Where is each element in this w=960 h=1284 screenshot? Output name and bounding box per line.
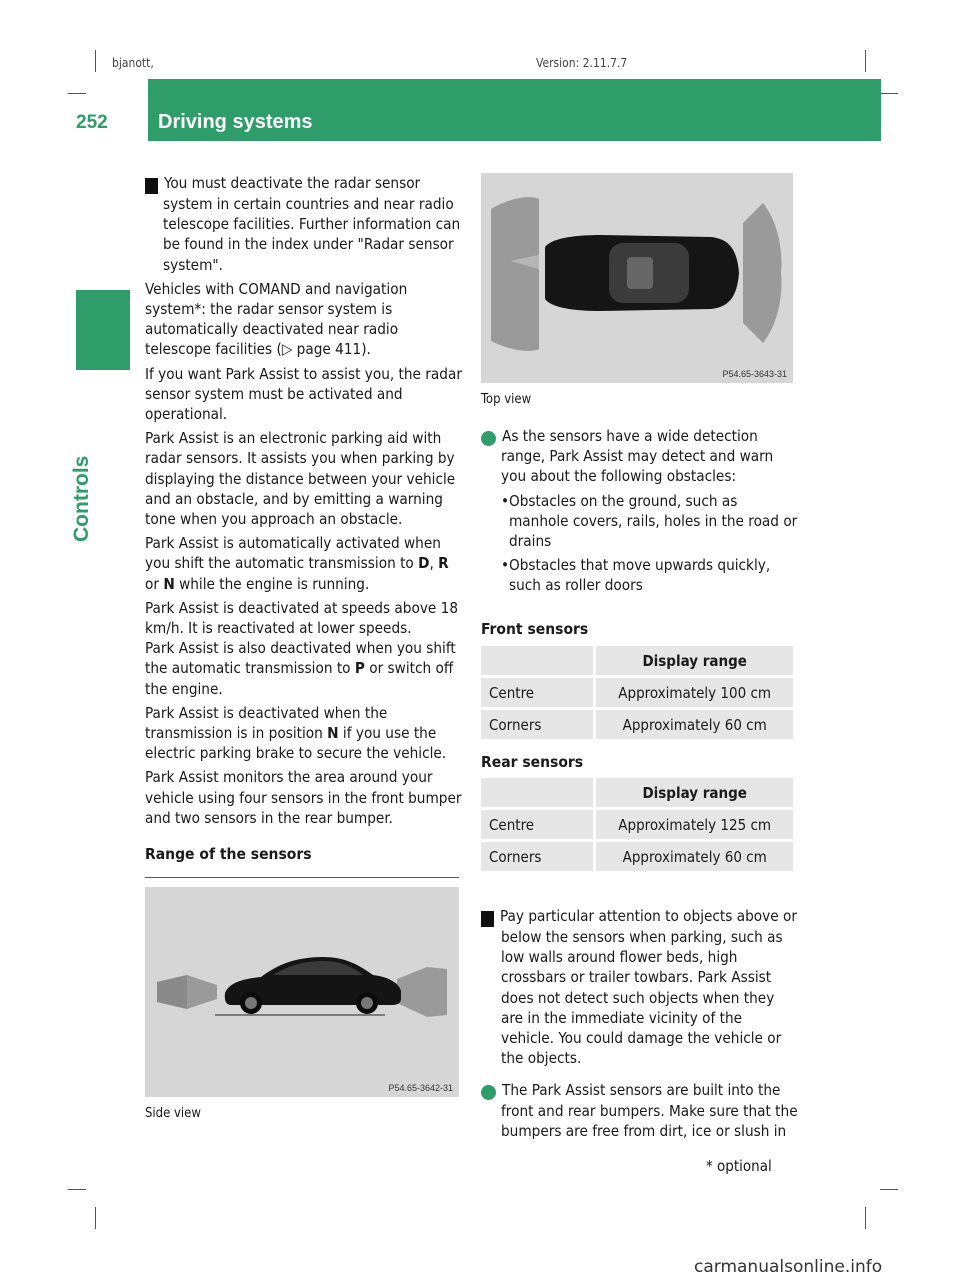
warning-icon: ! xyxy=(481,911,494,927)
optional-footnote: * optional xyxy=(706,1157,772,1175)
paragraph: Park Assist monitors the area around your vehicle using four sensors in the front bumper and two sensors in the rear bumper. xyxy=(145,768,462,827)
crop-mark xyxy=(865,50,866,72)
table-cell: Corners xyxy=(481,710,593,739)
table-row xyxy=(481,646,793,675)
info-note: i The Park Assist sensors are built into the front and rear bumpers. Make sure that the bumpers are free from dirt, ice or slush in xyxy=(476,1081,798,1140)
side-view-illustration xyxy=(145,887,459,1097)
left-column xyxy=(140,173,463,864)
table-cell-empty xyxy=(481,646,593,675)
paragraph: Park Assist is automatically activated when you shift the automatic transmission to D, R or N while the engine is running. xyxy=(145,534,449,593)
info-icon: i xyxy=(481,431,496,446)
side-tab-block xyxy=(76,290,130,370)
table-cell-empty xyxy=(481,778,593,807)
crop-mark xyxy=(880,93,898,94)
paragraph: Vehicles with COMAND and navigation system*: the radar sensor system is automatically deactivated near radio telescope facilities (▷ page 411). xyxy=(145,279,408,359)
print-meta-right: Version: 2.11.7.7 xyxy=(536,56,628,70)
paragraph: If you want Park Assist to assist you, the radar sensor system must be activated and operational. xyxy=(145,364,462,424)
list-item: • Obstacles that move upwards quickly, such as roller doors xyxy=(481,555,799,595)
rear-sensors-heading: Rear sensors xyxy=(481,753,584,771)
crop-mark xyxy=(95,50,96,72)
info-icon: i xyxy=(481,1085,496,1100)
table-row xyxy=(481,778,793,807)
side-view-figure xyxy=(145,887,459,1097)
figure-code: P54.65-3642-31 xyxy=(388,1083,453,1093)
warning-note: ! You must deactivate the radar sensor system in certain countries and near radio telescope facilities. Further information can be found in the index under "Radar sensor system". xyxy=(140,174,461,274)
section-heading: Range of the sensors xyxy=(145,845,312,864)
warning-note: ! Pay particular attention to objects above or below the sensors when parking, such as low walls around flower beds, high crossbars or trailer towbars. Park Assist does not detect such objects when they are in the immediate vicinity of the vehicle. You could damage the vehicle or the objects. xyxy=(475,907,797,1068)
crop-mark xyxy=(95,1207,96,1229)
table-cell: Corners xyxy=(481,842,593,871)
top-view-figure xyxy=(481,173,793,383)
watermark: carmanualsonline.info xyxy=(694,1257,883,1277)
table-row xyxy=(481,710,793,739)
paragraph: Park Assist is deactivated when the transmission is in position N if you use the electric parking brake to secure the vehicle. xyxy=(145,703,447,763)
table-header: Display range xyxy=(596,646,793,675)
figure-caption: Top view xyxy=(481,392,532,407)
crop-mark xyxy=(880,1189,898,1190)
page-number: 252 xyxy=(76,112,108,133)
sensor-zone-rear xyxy=(743,203,781,343)
crop-mark xyxy=(68,93,86,94)
crop-mark xyxy=(68,1189,86,1190)
paragraph: Park Assist is also deactivated when you shift the automatic transmission to P or switch off the engine. xyxy=(145,639,456,698)
table-row xyxy=(481,810,793,839)
right-column-notes xyxy=(475,906,799,1141)
table-cell: Approximately 60 cm xyxy=(596,842,793,871)
obstacle-list xyxy=(481,491,799,596)
table-cell: Centre xyxy=(481,678,593,707)
table-cell: Centre xyxy=(481,810,593,839)
table-row xyxy=(481,678,793,707)
figure-code: P54.65-3643-31 xyxy=(722,369,787,379)
crop-mark xyxy=(865,1207,866,1229)
side-tab-label: Controls xyxy=(70,455,93,542)
table-cell: Approximately 125 cm xyxy=(596,810,793,839)
front-sensors-table xyxy=(481,643,793,742)
info-note: i As the sensors have a wide detection range, Park Assist may detect and warn you about the following obstacles: xyxy=(476,427,774,486)
page-title: Driving systems xyxy=(158,111,313,133)
table-cell: Approximately 100 cm xyxy=(596,678,793,707)
table-cell: Approximately 60 cm xyxy=(596,710,793,739)
print-meta-left: bjanott, xyxy=(112,56,154,70)
header-divider xyxy=(144,79,147,141)
paragraph: Park Assist is deactivated at speeds above 18 km/h. It is reactivated at lower speeds. xyxy=(145,598,459,638)
table-row xyxy=(481,842,793,871)
sensor-zone-rear xyxy=(397,967,447,1017)
paragraph: Park Assist is an electronic parking aid with radar sensors. It assists you when parking by displaying the distance between your vehicle and an obstacle, and by emitting a warning tone when you approach an obstacle. xyxy=(145,429,456,529)
list-item: • Obstacles on the ground, such as manhole covers, rails, holes in the road or drains xyxy=(481,491,799,552)
front-sensors-heading: Front sensors xyxy=(481,620,589,638)
section-rule xyxy=(145,877,459,878)
sensor-zone-front xyxy=(491,197,539,351)
right-column-text xyxy=(476,426,799,600)
figure-caption: Side view xyxy=(145,1106,201,1121)
top-view-illustration xyxy=(481,173,793,383)
table-header: Display range xyxy=(596,778,793,807)
warning-icon: ! xyxy=(145,178,158,194)
rear-sensors-table xyxy=(481,775,793,874)
